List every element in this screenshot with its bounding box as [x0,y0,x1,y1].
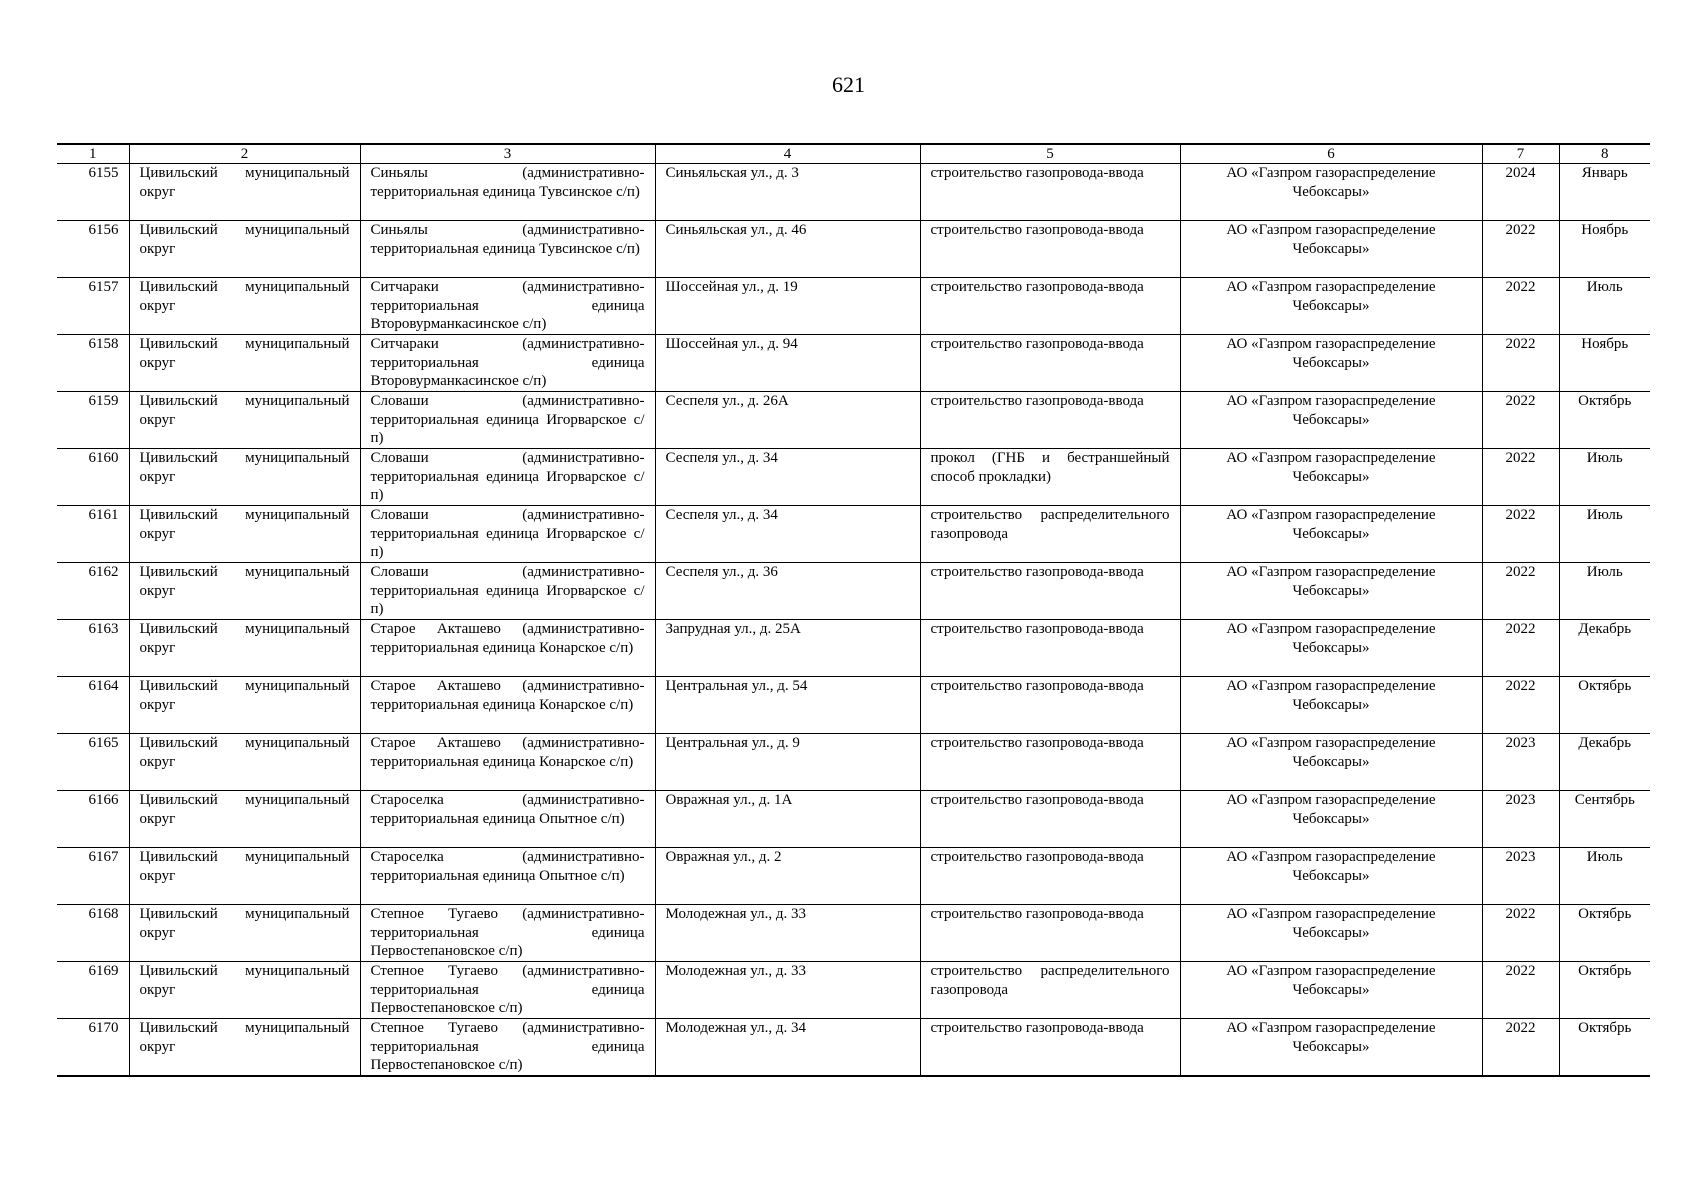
district-cell: Цивильский муниципальный округ [129,848,360,905]
district-cell: Цивильский муниципальный округ [129,164,360,221]
year-cell: 2022 [1482,392,1559,449]
district-cell: Цивильский муниципальный округ [129,791,360,848]
address-cell: Сеспеля ул., д. 26А [655,392,920,449]
row-number: 6170 [57,1019,129,1076]
district-cell: Цивильский муниципальный округ [129,506,360,563]
row-number: 6166 [57,791,129,848]
organization-cell: АО «Газпром газораспределение Чебоксары» [1180,620,1482,677]
row-number: 6158 [57,335,129,392]
address-cell: Запрудная ул., д. 25А [655,620,920,677]
work-type-cell: строительство газопровода-ввода [920,734,1180,791]
district-cell: Цивильский муниципальный округ [129,335,360,392]
settlement-cell: Старое Акташево (административно-территориальная единица Конарское с/п) [360,677,655,734]
organization-cell: АО «Газпром газораспределение Чебоксары» [1180,905,1482,962]
work-type-cell: строительство газопровода-ввода [920,335,1180,392]
column-header: 7 [1482,144,1559,164]
year-cell: 2022 [1482,506,1559,563]
table-row [57,221,1650,278]
month-cell: Декабрь [1559,620,1650,677]
settlement-cell: Словаши (административно-территориальная единица Игорварское с/п) [360,563,655,620]
year-cell: 2022 [1482,335,1559,392]
district-cell: Цивильский муниципальный округ [129,563,360,620]
organization-cell: АО «Газпром газораспределение Чебоксары» [1180,506,1482,563]
table-body [57,164,1650,1076]
table-row [57,962,1650,1019]
table-row [57,905,1650,962]
table-row [57,278,1650,335]
month-cell: Январь [1559,164,1650,221]
row-number: 6159 [57,392,129,449]
month-cell: Октябрь [1559,905,1650,962]
row-number: 6157 [57,278,129,335]
month-cell: Октябрь [1559,677,1650,734]
organization-cell: АО «Газпром газораспределение Чебоксары» [1180,392,1482,449]
month-cell: Декабрь [1559,734,1650,791]
address-cell: Синьяльская ул., д. 3 [655,164,920,221]
year-cell: 2022 [1482,905,1559,962]
address-cell: Сеспеля ул., д. 34 [655,449,920,506]
district-cell: Цивильский муниципальный округ [129,449,360,506]
month-cell: Июль [1559,848,1650,905]
district-cell: Цивильский муниципальный округ [129,221,360,278]
table-row [57,164,1650,221]
work-type-cell: строительство газопровода-ввода [920,620,1180,677]
settlement-cell: Степное Тугаево (административно-территориальная единица Первостепановское с/п) [360,1019,655,1076]
settlement-cell: Ситчараки (административно-территориальная единица Второвурманкасинское с/п) [360,335,655,392]
settlement-cell: Старое Акташево (административно-территориальная единица Конарское с/п) [360,734,655,791]
settlement-cell: Староселка (административно-территориальная единица Опытное с/п) [360,791,655,848]
month-cell: Июль [1559,563,1650,620]
column-header: 5 [920,144,1180,164]
column-header: 4 [655,144,920,164]
table-row [57,734,1650,791]
month-cell: Октябрь [1559,392,1650,449]
address-cell: Молодежная ул., д. 33 [655,962,920,1019]
address-cell: Центральная ул., д. 54 [655,677,920,734]
organization-cell: АО «Газпром газораспределение Чебоксары» [1180,335,1482,392]
month-cell: Июль [1559,449,1650,506]
year-cell: 2023 [1482,734,1559,791]
year-cell: 2023 [1482,791,1559,848]
column-header: 6 [1180,144,1482,164]
work-type-cell: строительство газопровода-ввода [920,905,1180,962]
settlement-cell: Словаши (административно-территориальная единица Игорварское с/п) [360,449,655,506]
month-cell: Сентябрь [1559,791,1650,848]
settlement-cell: Степное Тугаево (административно-территориальная единица Первостепановское с/п) [360,905,655,962]
organization-cell: АО «Газпром газораспределение Чебоксары» [1180,278,1482,335]
work-type-cell: прокол (ГНБ и бестраншейный способ прокладки) [920,449,1180,506]
data-table [57,143,1650,1077]
column-header: 8 [1559,144,1650,164]
month-cell: Июль [1559,278,1650,335]
table-header-row [57,144,1650,164]
row-number: 6163 [57,620,129,677]
row-number: 6160 [57,449,129,506]
month-cell: Октябрь [1559,1019,1650,1076]
settlement-cell: Старое Акташево (административно-территориальная единица Конарское с/п) [360,620,655,677]
column-header: 3 [360,144,655,164]
organization-cell: АО «Газпром газораспределение Чебоксары» [1180,962,1482,1019]
month-cell: Июль [1559,506,1650,563]
year-cell: 2024 [1482,164,1559,221]
year-cell: 2022 [1482,620,1559,677]
address-cell: Центральная ул., д. 9 [655,734,920,791]
work-type-cell: строительство распределительного газопровода [920,962,1180,1019]
work-type-cell: строительство газопровода-ввода [920,164,1180,221]
work-type-cell: строительство газопровода-ввода [920,221,1180,278]
table-row [57,848,1650,905]
district-cell: Цивильский муниципальный округ [129,962,360,1019]
organization-cell: АО «Газпром газораспределение Чебоксары» [1180,677,1482,734]
settlement-cell: Словаши (административно-территориальная единица Игорварское с/п) [360,506,655,563]
table-row [57,506,1650,563]
row-number: 6161 [57,506,129,563]
row-number: 6156 [57,221,129,278]
year-cell: 2023 [1482,848,1559,905]
work-type-cell: строительство газопровода-ввода [920,677,1180,734]
column-header: 2 [129,144,360,164]
year-cell: 2022 [1482,962,1559,1019]
year-cell: 2022 [1482,221,1559,278]
table-row [57,620,1650,677]
year-cell: 2022 [1482,1019,1559,1076]
address-cell: Сеспеля ул., д. 34 [655,506,920,563]
table-row [57,563,1650,620]
organization-cell: АО «Газпром газораспределение Чебоксары» [1180,164,1482,221]
table-row [57,791,1650,848]
work-type-cell: строительство газопровода-ввода [920,848,1180,905]
district-cell: Цивильский муниципальный округ [129,905,360,962]
address-cell: Шоссейная ул., д. 94 [655,335,920,392]
district-cell: Цивильский муниципальный округ [129,278,360,335]
year-cell: 2022 [1482,449,1559,506]
table-row [57,335,1650,392]
organization-cell: АО «Газпром газораспределение Чебоксары» [1180,791,1482,848]
year-cell: 2022 [1482,278,1559,335]
work-type-cell: строительство газопровода-ввода [920,791,1180,848]
year-cell: 2022 [1482,563,1559,620]
row-number: 6165 [57,734,129,791]
year-cell: 2022 [1482,677,1559,734]
organization-cell: АО «Газпром газораспределение Чебоксары» [1180,848,1482,905]
work-type-cell: строительство газопровода-ввода [920,563,1180,620]
district-cell: Цивильский муниципальный округ [129,734,360,791]
settlement-cell: Словаши (административно-территориальная единица Игорварское с/п) [360,392,655,449]
work-type-cell: строительство газопровода-ввода [920,278,1180,335]
table-row [57,677,1650,734]
district-cell: Цивильский муниципальный округ [129,392,360,449]
row-number: 6162 [57,563,129,620]
settlement-cell: Степное Тугаево (административно-территориальная единица Первостепановское с/п) [360,962,655,1019]
organization-cell: АО «Газпром газораспределение Чебоксары» [1180,449,1482,506]
table-row [57,392,1650,449]
address-cell: Овражная ул., д. 2 [655,848,920,905]
address-cell: Шоссейная ул., д. 19 [655,278,920,335]
row-number: 6164 [57,677,129,734]
settlement-cell: Синьялы (административно-территориальная единица Тувсинское с/п) [360,221,655,278]
row-number: 6168 [57,905,129,962]
table-row [57,1019,1650,1076]
district-cell: Цивильский муниципальный округ [129,620,360,677]
address-cell: Синьяльская ул., д. 46 [655,221,920,278]
work-type-cell: строительство распределительного газопровода [920,506,1180,563]
district-cell: Цивильский муниципальный округ [129,1019,360,1076]
address-cell: Овражная ул., д. 1А [655,791,920,848]
row-number: 6167 [57,848,129,905]
work-type-cell: строительство газопровода-ввода [920,392,1180,449]
address-cell: Молодежная ул., д. 33 [655,905,920,962]
table-row [57,449,1650,506]
row-number: 6155 [57,164,129,221]
organization-cell: АО «Газпром газораспределение Чебоксары» [1180,221,1482,278]
district-cell: Цивильский муниципальный округ [129,677,360,734]
row-number: 6169 [57,962,129,1019]
month-cell: Ноябрь [1559,221,1650,278]
month-cell: Ноябрь [1559,335,1650,392]
month-cell: Октябрь [1559,962,1650,1019]
settlement-cell: Ситчараки (административно-территориальная единица Второвурманкасинское с/п) [360,278,655,335]
address-cell: Молодежная ул., д. 34 [655,1019,920,1076]
organization-cell: АО «Газпром газораспределение Чебоксары» [1180,734,1482,791]
organization-cell: АО «Газпром газораспределение Чебоксары» [1180,1019,1482,1076]
organization-cell: АО «Газпром газораспределение Чебоксары» [1180,563,1482,620]
settlement-cell: Староселка (административно-территориальная единица Опытное с/п) [360,848,655,905]
page-number: 621 [832,72,865,97]
work-type-cell: строительство газопровода-ввода [920,1019,1180,1076]
settlement-cell: Синьялы (административно-территориальная единица Тувсинское с/п) [360,164,655,221]
address-cell: Сеспеля ул., д. 36 [655,563,920,620]
column-header: 1 [57,144,129,164]
